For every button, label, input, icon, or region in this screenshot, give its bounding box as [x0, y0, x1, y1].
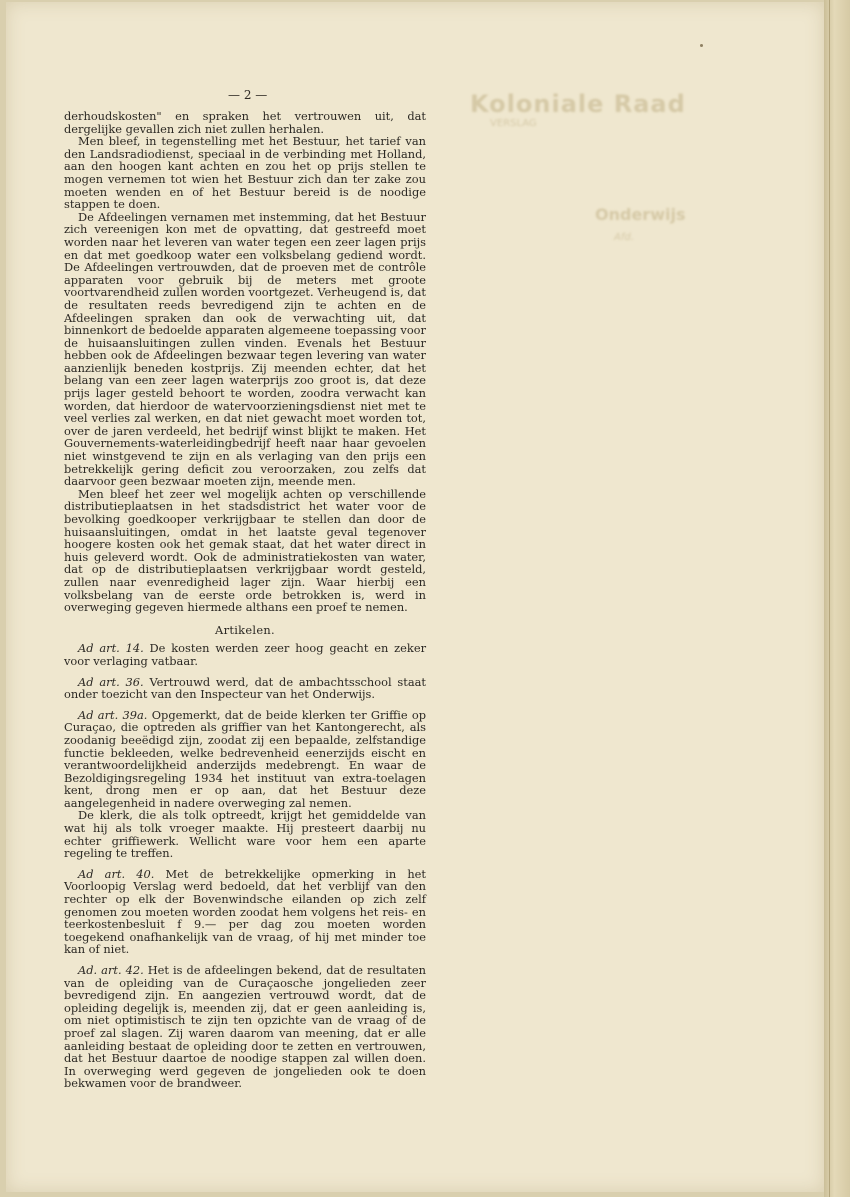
page-number: — 2 —: [228, 88, 268, 102]
article-paragraph: [64, 709, 426, 810]
section-heading: Artikelen.: [215, 622, 275, 637]
article-paragraph: [64, 868, 426, 956]
show-through-afd: Afd.: [614, 232, 634, 243]
show-through-title: Koloniale Raad: [470, 90, 686, 118]
paragraph: Men bleef, in tegenstelling met het Bestuur, het tarief van den Landsradiodienst, speciaal in de verbinding met Holland, aan den hoogen kant achten en zou het op prijs stellen te mogen vernemen tot wien het Bestuur zich dan ter zake zou moeten wenden en of het Bestuur bereid is de noodige stappen te doen.: [64, 134, 426, 212]
article-text: Vertrouwd werd, dat de ambachtsschool staat onder toezicht van den Inspecteur van het Onderwijs.: [64, 674, 427, 702]
paragraph: De Afdeelingen vernamen met instemming, dat het Bestuur zich vereenigen kon met de opvatting, dat gestreefd moet worden naar het leveren van water tegen een zeer lagen prijs en dat met goedkoop water een volksbelang gediend wordt. De Afdeelingen vertrouwden, dat de proeven met de contrôle apparaten voor gebruik bij de meters met groote voortvarendheid zullen worden voortgezet. Verheugend is, dat de resultaten reeds bevredigend zijn te achten en de Afdeelingen spraken dan ook de verwachting uit, dat binnenkort de bedoelde apparaten algemeene toepassing voor de huisaansluitingen zullen vinden. Evenals het Bestuur hebben ook de Afdeelingen bezwaar tegen levering van water aanzienlijk beneden kostprijs. Zij meenden echter, dat het belang van een zeer lagen waterprijs zoo groot is, dat deze prijs lager gesteld behoort te worden, zoodra verwacht kan worden, dat hierdoor de watervoorzieningsdienst niet met te veel verlies zal werken, en dat niet gewacht moet worden tot, over de jaren verdeeld, het bedrijf winst blijkt te maken. Het Gouvernements-waterleidingbedrijf heeft naar haar gevoelen niet winstgevend te zijn en als verlaging van den prijs een betrekkelijk gering deficit zou veroorzaken, zou zelfs dat daarvoor geen bezwaar moeten zijn, meende men.: [64, 209, 426, 489]
paper-speck: [700, 44, 703, 47]
article-text: De kosten werden zeer hoog geacht en zeker voor verlaging vatbaar.: [64, 641, 427, 668]
article-text: Het is de afdeelingen bekend, dat de resultaten van de opleiding van de Curaçaosche jongelieden zeer bevredigend zijn. En aangezien vertrouwd wordt, dat de opleiding degelijk is, meenden zij, dat er geen aanleiding is, om niet optimistisch te zijn ten opzichte van de vraag of de proef zal slagen. Zij waren daarom van meening, dat er alle aanleiding bestaat de opleiding door te zetten en vertrouwen, dat het Bestuur daartoe de noodige stappen zal willen doen. In overweging werd gegeven de jongelieden ook te doen bekwamen voor de brandweer.: [64, 963, 426, 1091]
show-through-section: Onderwijs: [595, 205, 686, 224]
article-text: De klerk, die als tolk optreedt, krijgt het gemiddelde van wat hij als tolk vroeger maakte. Hij presteert daarbij nu echter griffiewerk. Wellicht ware voor hem een aparte regeling te treffen.: [64, 808, 426, 861]
page-edge: [824, 0, 850, 1197]
page-edge-line: [829, 0, 830, 1197]
paragraph: Men bleef het zeer wel mogelijk achten op verschillende distributieplaatsen in het stadsdistrict het water voor de bevolking goedkooper verkrijgbaar te stellen dan door de huisaansluitingen, omdat in het laatste geval tegenover hoogere kosten ook het gemak staat, dat het water direct in huis geleverd wordt. Ook de administratiekosten van water, dat op de distributieplaatsen verkrijgbaar wordt gesteld, zullen naar evenredigheid lager zijn. Waar hierbij een volksbelang van de eerste orde betrokken is, werd in overweging gegeven hiermede althans een proef te nemen.: [64, 486, 426, 615]
paragraph: derhoudskosten" en spraken het vertrouwen uit, dat dergelijke gevallen zich niet zullen herhalen.: [64, 109, 426, 136]
article-paragraph: [64, 642, 426, 667]
article-label: Ad. art. 42.: [78, 963, 144, 977]
body-text: [64, 110, 426, 1090]
article-text: Met de betrekkelijke opmerking in het Voorloopig Verslag werd bedoeld, dat het verblijf van den rechter op elk der Bovenwindsche eilanden op zich zelf genomen zou moeten worden zoodat hem volgens het reis- en teerkostenbesluit f 9.— per dag zou moeten worden toegekend onafhankelijk van de vraag, of hij met minder toe kan of niet.: [64, 866, 426, 957]
article-label: Ad art. 40.: [78, 866, 155, 881]
article-paragraph: [64, 809, 426, 859]
article-paragraph: [64, 964, 426, 1090]
article-label: Ad art. 39a.: [78, 707, 148, 722]
article-label: Ad art. 14.: [78, 641, 144, 656]
show-through-subtitle: VERSLAG: [490, 118, 537, 129]
article-text: Opgemerkt, dat de beide klerken ter Griffie op Curaçao, die optreden als griffier van het Kantongerecht, als zoodanig beeëdigd zijn, zoodat zij een bepaalde, zelfstandige functie bekleeden, welke bedrevenheid eenerzijds eischt en verantwoordelijkheid anderzijds medebrengt. En waar de Bezoldigingsregeling 1934 het instituut van extra-toelagen kent, drong men er op aan, dat het Bestuur deze aangelegenheid in nadere overweging zal nemen.: [64, 707, 426, 810]
article-label: Ad art. 36.: [78, 674, 144, 689]
article-paragraph: [64, 676, 426, 701]
